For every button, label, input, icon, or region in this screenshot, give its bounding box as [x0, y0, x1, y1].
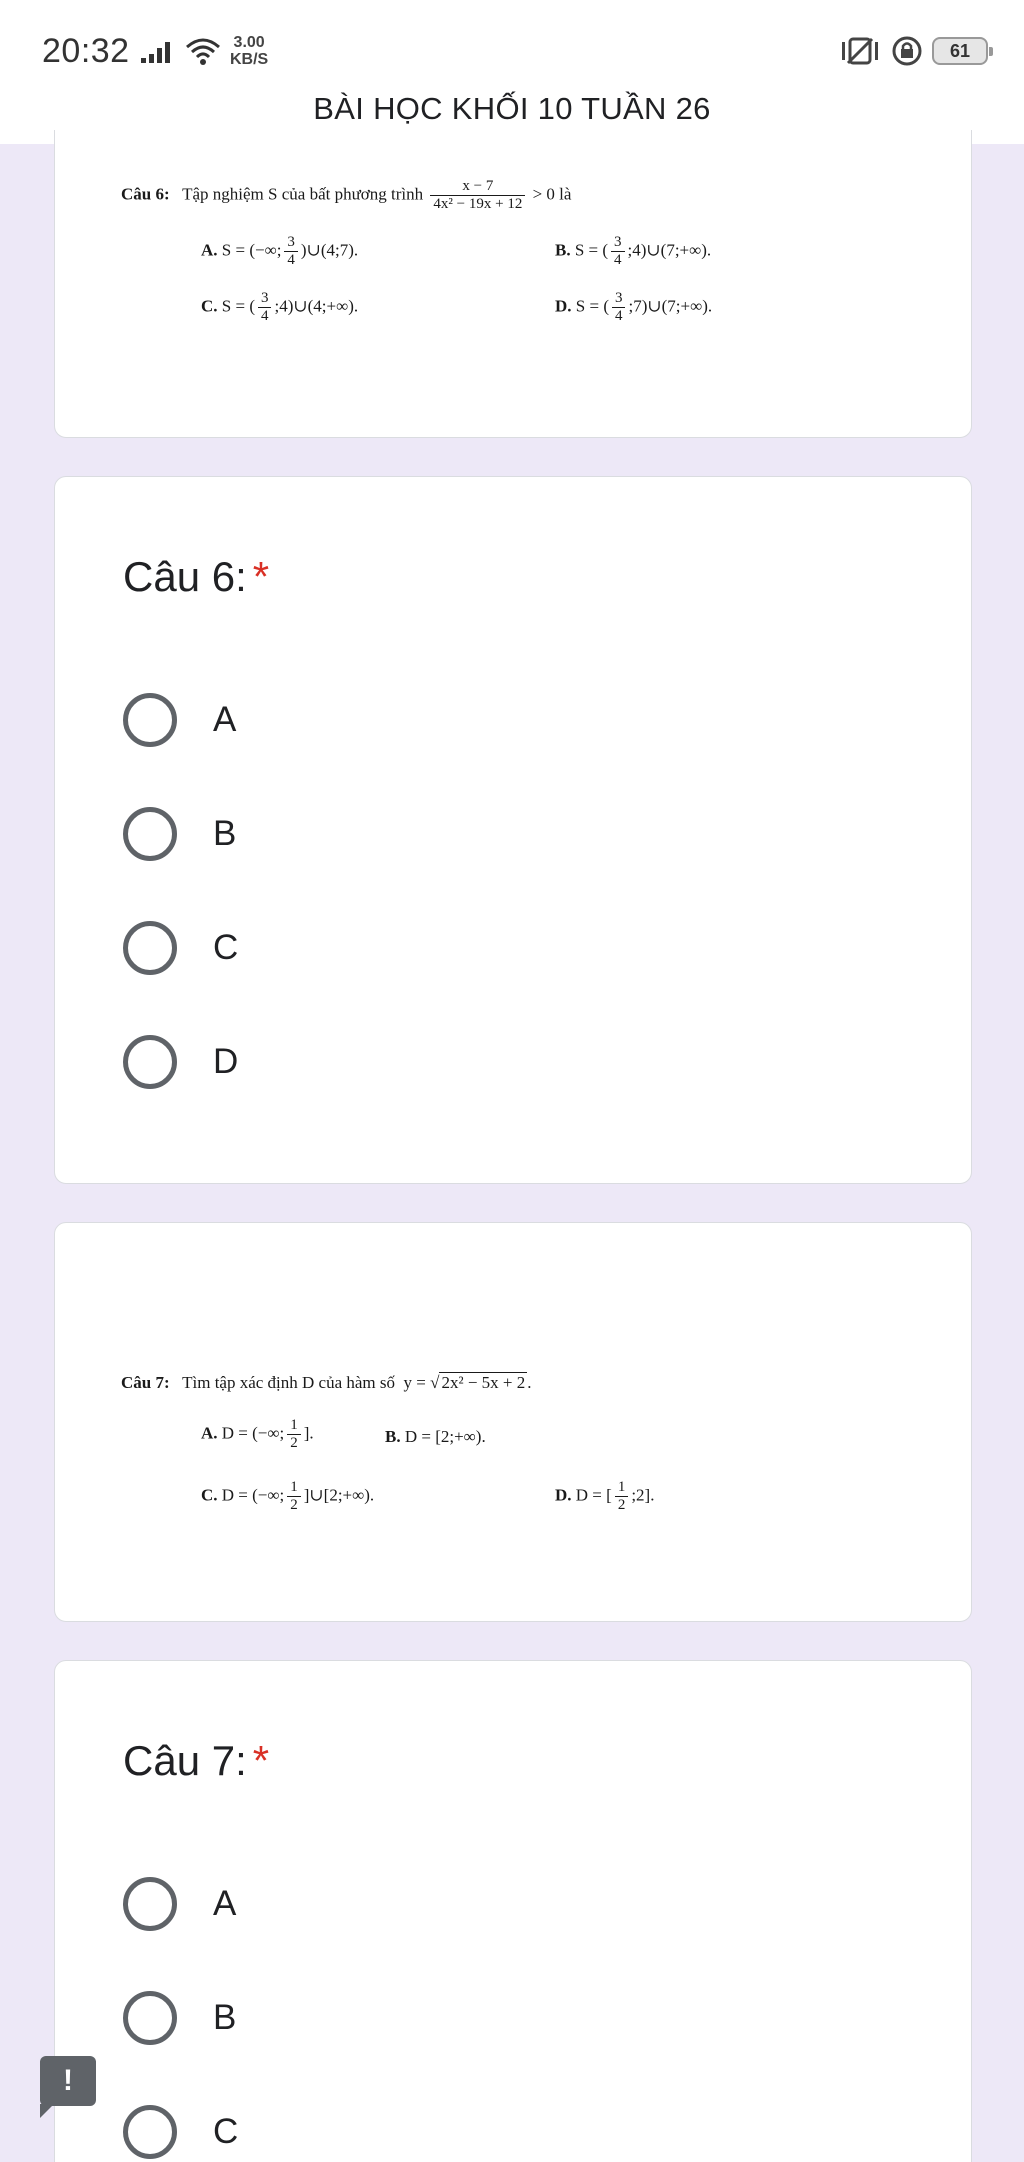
img-q7-c-fd: 2 [290, 1497, 298, 1513]
radio-button[interactable] [123, 1035, 177, 1089]
question-image-card [54, 130, 972, 438]
img-q7-func-post: . [527, 1373, 532, 1392]
img-q6-b-post: ;4)∪(7;+∞). [627, 240, 712, 260]
option-label: D [213, 1042, 239, 1081]
img-q7-option-c [201, 1479, 374, 1514]
rotation-lock-icon [892, 36, 922, 66]
img-q7-text: Tìm tập xác định D của hàm số [182, 1373, 396, 1392]
question-title [123, 553, 269, 601]
img-q7-c-fn: 1 [287, 1479, 301, 1497]
img-q6-c-post: ;4)∪(4;+∞). [274, 296, 359, 316]
radio-option-d[interactable] [123, 1033, 238, 1091]
img-q7-c-pre: D = (−∞; [221, 1485, 285, 1505]
img-q7-d-post: ;2]. [631, 1485, 655, 1505]
option-label: B [213, 1998, 237, 2037]
img-q6-c-frac [258, 290, 272, 325]
img-q6-text: Tập nghiệm S của bất phương trình [182, 184, 424, 204]
img-q6-b-pre: S = ( [574, 240, 609, 260]
img-q7-b-label: B. [385, 1427, 401, 1446]
img-q6-d-frac [612, 290, 626, 325]
img-q7-d-fn: 1 [615, 1479, 629, 1497]
option-label: B [213, 814, 237, 853]
wifi-icon [184, 36, 222, 68]
img-q6-suffix: > 0 là [532, 184, 572, 204]
question-image-q6 [121, 178, 571, 213]
img-q6-d-post: ;7)∪(7;+∞). [628, 296, 713, 316]
radio-option-c[interactable] [123, 2103, 238, 2161]
img-q6-option-c [201, 290, 358, 325]
question-card-6 [54, 476, 972, 1184]
status-right [838, 36, 988, 66]
feedback-button[interactable]: ! [40, 2056, 96, 2106]
radio-option-a[interactable] [123, 1875, 236, 1933]
img-q7-option-b [385, 1427, 486, 1447]
img-q7-a-post: ]. [303, 1423, 314, 1443]
img-q6-c-pre: S = ( [221, 296, 255, 316]
img-q7-c-label: C. [201, 1485, 218, 1505]
question-image-q7: Câu 7: Tìm tập xác định D của hàm số y = √ 2x² − 5x + 2 . [121, 1373, 532, 1392]
radio-button[interactable] [123, 921, 177, 975]
img-q6-option-a [201, 234, 358, 269]
radio-option-c[interactable] [123, 919, 238, 977]
status-bar [0, 0, 1024, 86]
battery-indicator: 61 [932, 37, 988, 65]
img-q6-d-fn: 3 [612, 290, 626, 308]
img-q6-frac-den: 4x² − 19x + 12 [433, 196, 523, 212]
img-q6-d-pre: S = ( [575, 296, 609, 316]
radio-button[interactable] [123, 693, 177, 747]
option-label: A [213, 1884, 237, 1923]
img-q6-b-label: B. [555, 240, 571, 260]
img-q6-option-b [555, 234, 711, 269]
img-q6-d-label: D. [555, 296, 572, 316]
img-q7-a-frac [287, 1417, 301, 1452]
vibrate-icon [838, 36, 882, 66]
status-time: 20:32 [42, 32, 130, 70]
img-q6-b-frac [611, 234, 625, 269]
img-q6-d-fd: 4 [614, 308, 623, 324]
question-7-title: Câu 7: [123, 1737, 247, 1784]
radio-button[interactable] [123, 1991, 177, 2045]
option-label: A [213, 700, 237, 739]
img-q7-d-frac [615, 1479, 629, 1514]
img-q7-func-sqrt: 2x² − 5x + 2 [441, 1373, 526, 1392]
img-q7-b-text: D = [2;+∞). [404, 1427, 486, 1446]
img-q7-a-label: A. [201, 1423, 218, 1443]
img-q6-a-post: )∪(4;7). [300, 240, 359, 260]
net-speed-value: 3.00 [233, 34, 265, 51]
net-speed [230, 34, 268, 68]
img-q7-a-fd: 2 [290, 1435, 298, 1451]
form-title: BÀI HỌC KHỐI 10 TUẦN 26 [313, 91, 711, 126]
img-q7-func-pre: y = [403, 1373, 426, 1392]
img-q6-a-pre: S = (−∞; [221, 240, 282, 260]
img-q6-fraction [430, 178, 525, 213]
img-q7-a-fn: 1 [287, 1417, 301, 1435]
img-q6-c-fd: 4 [260, 308, 269, 324]
img-q6-c-label: C. [201, 296, 218, 316]
radio-option-a[interactable] [123, 691, 236, 749]
img-q6-a-fd: 4 [287, 252, 295, 268]
radio-button[interactable] [123, 1877, 177, 1931]
img-q6-frac-num: x − 7 [430, 178, 525, 196]
img-q7-d-fd: 2 [617, 1497, 626, 1513]
question-card-7 [54, 1660, 972, 2162]
radio-option-b[interactable] [123, 1989, 236, 2047]
radio-button[interactable] [123, 2105, 177, 2159]
img-q6-label: Câu 6: [121, 184, 170, 204]
img-q7-option-d [555, 1479, 654, 1514]
radio-option-b[interactable] [123, 805, 236, 863]
img-q6-option-d [555, 290, 712, 325]
img-q6-c-fn: 3 [258, 290, 272, 308]
img-q6-b-fd: 4 [614, 252, 622, 268]
img-q6-a-frac [284, 234, 298, 269]
img-q7-d-label: D. [555, 1485, 572, 1505]
img-q7-label: Câu 7: [121, 1373, 170, 1392]
img-q7-d-pre: D = [ [575, 1485, 612, 1505]
signal-icon [140, 40, 176, 64]
question-image-card-7 [54, 1222, 972, 1622]
img-q7-option-a [201, 1417, 314, 1452]
radio-button[interactable] [123, 807, 177, 861]
required-asterisk: * [252, 553, 270, 600]
img-q6-b-fn: 3 [611, 234, 625, 252]
img-q7-c-post: ]∪[2;+∞). [303, 1485, 375, 1505]
option-label: C [213, 928, 239, 967]
question-title [123, 1737, 269, 1785]
option-label: C [213, 2112, 239, 2151]
img-q6-a-label: A. [201, 240, 218, 260]
img-q7-c-frac [287, 1479, 301, 1514]
question-6-title: Câu 6: [123, 553, 247, 600]
net-speed-unit: KB/S [230, 51, 269, 68]
img-q6-a-fn: 3 [284, 234, 298, 252]
img-q7-a-pre: D = (−∞; [221, 1423, 285, 1443]
required-asterisk: * [252, 1737, 270, 1784]
